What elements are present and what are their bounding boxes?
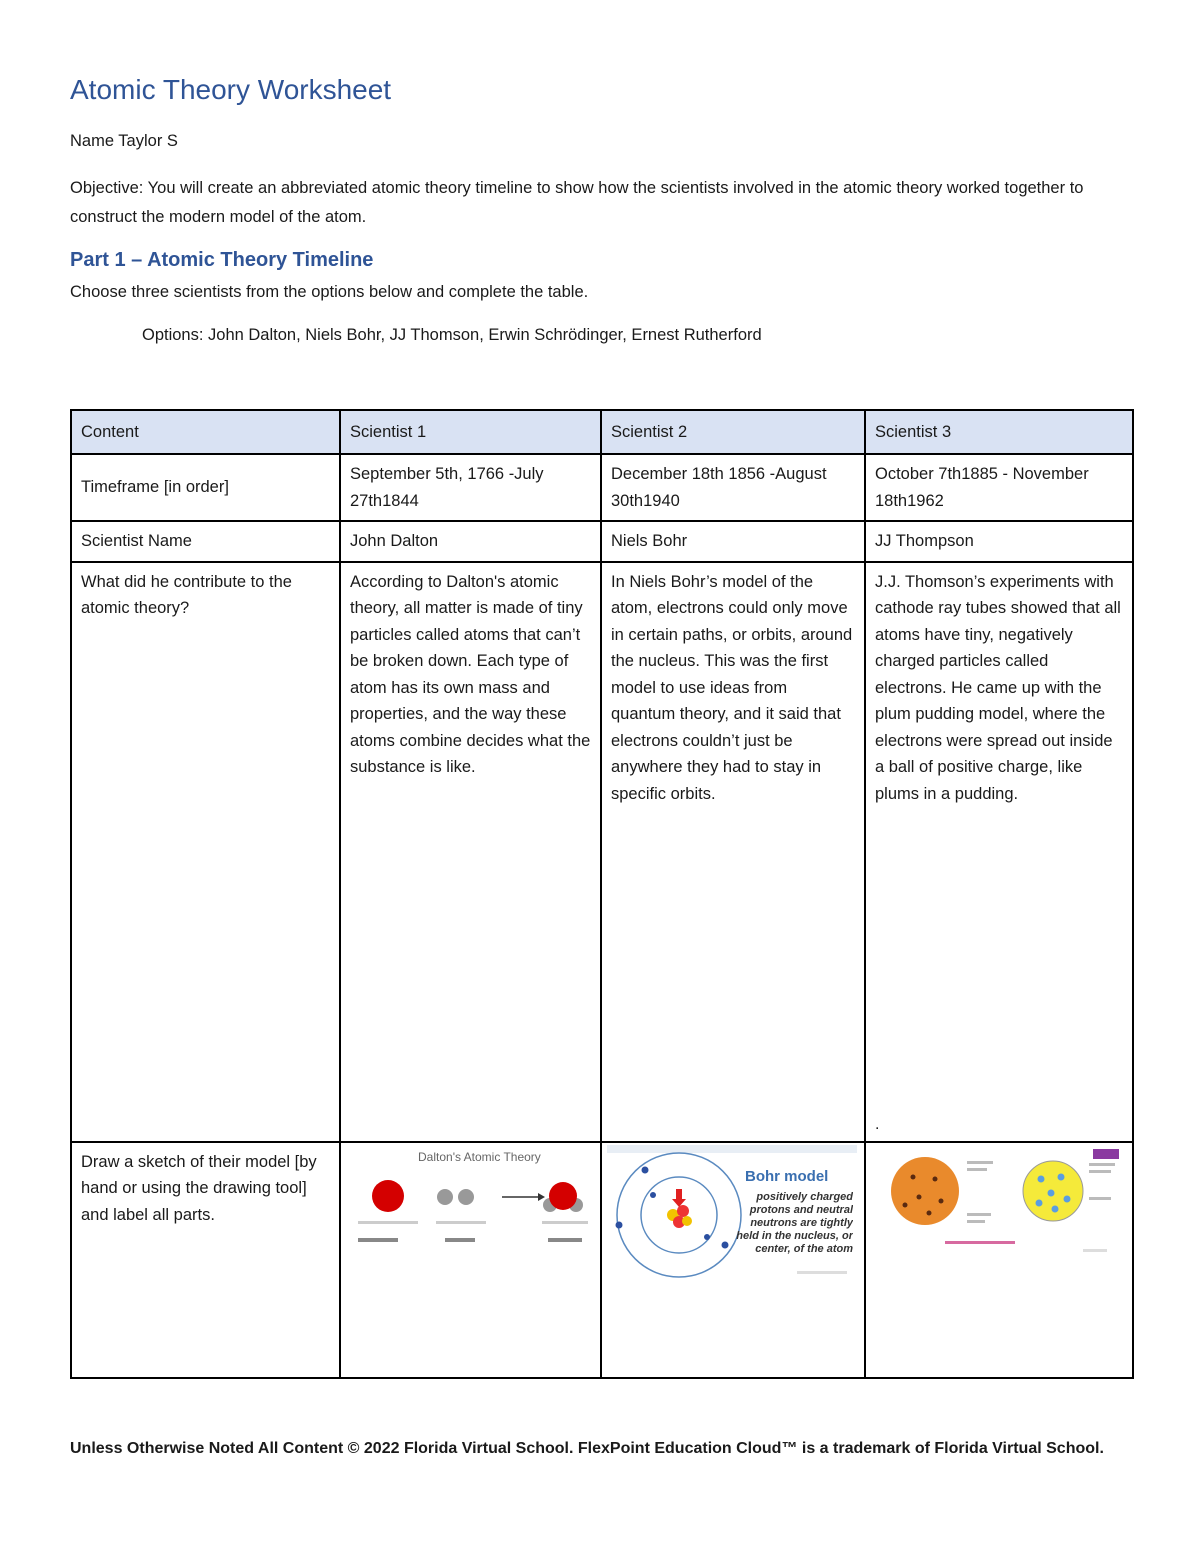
header-scientist-1: Scientist 1 xyxy=(340,410,601,454)
electron-icon xyxy=(1058,1173,1065,1180)
student-name: Name Taylor S xyxy=(70,132,178,150)
caption-line xyxy=(436,1221,486,1224)
timeframe-scientist-1: September 5th, 1766 -July 27th1844 xyxy=(340,454,601,521)
sketch-label: Draw a sketch of their model [by hand or using the drawing tool] and label all parts. xyxy=(71,1142,340,1378)
page-title: Atomic Theory Worksheet xyxy=(70,74,392,105)
caption-line xyxy=(358,1238,398,1242)
pointer-arrow-icon xyxy=(672,1189,686,1207)
dalton-sketch-cell xyxy=(340,1142,601,1378)
header-content: Content xyxy=(71,410,340,454)
electron-plum-icon xyxy=(933,1176,938,1181)
table-header-row xyxy=(71,410,1133,454)
header-scientist-2: Scientist 2 xyxy=(601,410,865,454)
label-line xyxy=(1089,1170,1111,1173)
contribution-scientist-3: J.J. Thomson’s experiments with cathode ray tubes showed that all atoms have tiny, negatively charged particles called electrons. He came up with the plum pudding model, where the electrons were spread out inside a ball of positive charge, like plums in a pudding. xyxy=(875,572,1121,803)
bohr-sketch-cell xyxy=(601,1142,865,1378)
proton-icon xyxy=(677,1205,689,1217)
timeframe-scientist-2: December 18th 1856 -August 30th1940 xyxy=(601,454,865,521)
contribution-row xyxy=(71,562,1133,1142)
label-line xyxy=(1089,1163,1115,1166)
hydrogen-atom-icon xyxy=(437,1189,453,1205)
neutron-icon xyxy=(682,1216,692,1226)
instructions-text: Choose three scientists from the options below and complete the table. xyxy=(70,283,589,301)
timeline-table xyxy=(70,409,1134,1379)
objective-text: Objective: You will create an abbreviated atomic theory timeline to show how the scientists involved in the atomic theory worked together to construct the modern model of the atom. xyxy=(70,179,1084,226)
electron-plum-icon xyxy=(911,1174,916,1179)
electron-icon xyxy=(1064,1195,1071,1202)
electron-icon xyxy=(1038,1175,1045,1182)
credit-line xyxy=(797,1271,847,1274)
bohr-model-image xyxy=(607,1145,857,1285)
label-line xyxy=(967,1220,985,1223)
pudding-sphere-icon xyxy=(891,1157,959,1225)
thomson-sketch-cell xyxy=(865,1142,1133,1378)
label-line xyxy=(967,1161,993,1164)
contribution-label: What did he contribute to the atomic theory? xyxy=(71,562,340,1142)
scientist-name-3: JJ Thompson xyxy=(865,521,1133,562)
electron-icon xyxy=(642,1166,649,1173)
electron-plum-icon xyxy=(917,1194,922,1199)
electron-icon xyxy=(616,1221,623,1228)
contribution-scientist-3-cell xyxy=(865,562,1133,1142)
caption-line xyxy=(548,1238,582,1242)
corner-badge xyxy=(1093,1149,1119,1159)
oxygen-atom-icon xyxy=(372,1180,404,1212)
arrow-head-icon xyxy=(538,1193,545,1201)
scientist-name-row xyxy=(71,521,1133,562)
caption-line xyxy=(945,1241,1015,1244)
electron-icon xyxy=(650,1192,656,1198)
caption-line xyxy=(358,1221,418,1224)
caption-line xyxy=(542,1221,588,1224)
dalton-model-image xyxy=(350,1149,593,1259)
label-line xyxy=(967,1168,987,1171)
credit-line xyxy=(1083,1249,1107,1252)
electron-plum-icon xyxy=(903,1202,908,1207)
timeframe-row xyxy=(71,454,1133,521)
copyright-footer: Unless Otherwise Noted All Content © 2022 Florida Virtual School. FlexPoint Education Cloud™ is a trademark of Florida Virtual School. xyxy=(70,1440,1104,1457)
caption-line xyxy=(445,1238,475,1242)
image-banner xyxy=(607,1145,857,1153)
electron-icon xyxy=(704,1234,710,1240)
label-line xyxy=(1089,1197,1111,1200)
scientist-options: Options: John Dalton, Niels Bohr, JJ Thomson, Erwin Schrödinger, Ernest Rutherford xyxy=(142,326,762,344)
part1-heading: Part 1 – Atomic Theory Timeline xyxy=(70,249,374,271)
electron-icon xyxy=(1048,1189,1055,1196)
bohr-image-title: Bohr model xyxy=(745,1167,829,1185)
scientist-name-2: Niels Bohr xyxy=(601,521,865,562)
dalton-image-title: Dalton's Atomic Theory xyxy=(418,1149,541,1164)
electron-plum-icon xyxy=(927,1210,932,1215)
scientist-name-label: Scientist Name xyxy=(71,521,340,562)
electron-icon xyxy=(1052,1205,1059,1212)
trailing-mark: . xyxy=(875,1116,880,1133)
thomson-model-image xyxy=(875,1149,1125,1259)
timeframe-label: Timeframe [in order] xyxy=(71,454,340,521)
scientist-name-1: John Dalton xyxy=(340,521,601,562)
label-line xyxy=(967,1213,991,1216)
bohr-caption-box xyxy=(725,1191,853,1263)
header-scientist-3: Scientist 3 xyxy=(865,410,1133,454)
bohr-image-caption: positively charged protons and neutral neutrons are tightly held in the nucleus, or center, of the atom xyxy=(736,1190,853,1255)
sketch-row xyxy=(71,1142,1133,1378)
contribution-scientist-1: According to Dalton's atomic theory, all matter is made of tiny particles called atoms that can’t be broken down. Each type of atom has its own mass and properties, and the way these atoms combine decides what the substance is like. xyxy=(340,562,601,1142)
timeframe-scientist-3: October 7th1885 - November 18th1962 xyxy=(865,454,1133,521)
electron-icon xyxy=(1036,1199,1043,1206)
electron-plum-icon xyxy=(939,1198,944,1203)
water-oxygen-icon xyxy=(549,1182,577,1210)
contribution-scientist-2: In Niels Bohr’s model of the atom, electrons could only move in certain paths, or orbits, around the nucleus. This was the first model to use ideas from quantum theory, and it said that electrons couldn’t just be anywhere they had to stay in specific orbits. xyxy=(601,562,865,1142)
hydrogen-atom-icon xyxy=(458,1189,474,1205)
